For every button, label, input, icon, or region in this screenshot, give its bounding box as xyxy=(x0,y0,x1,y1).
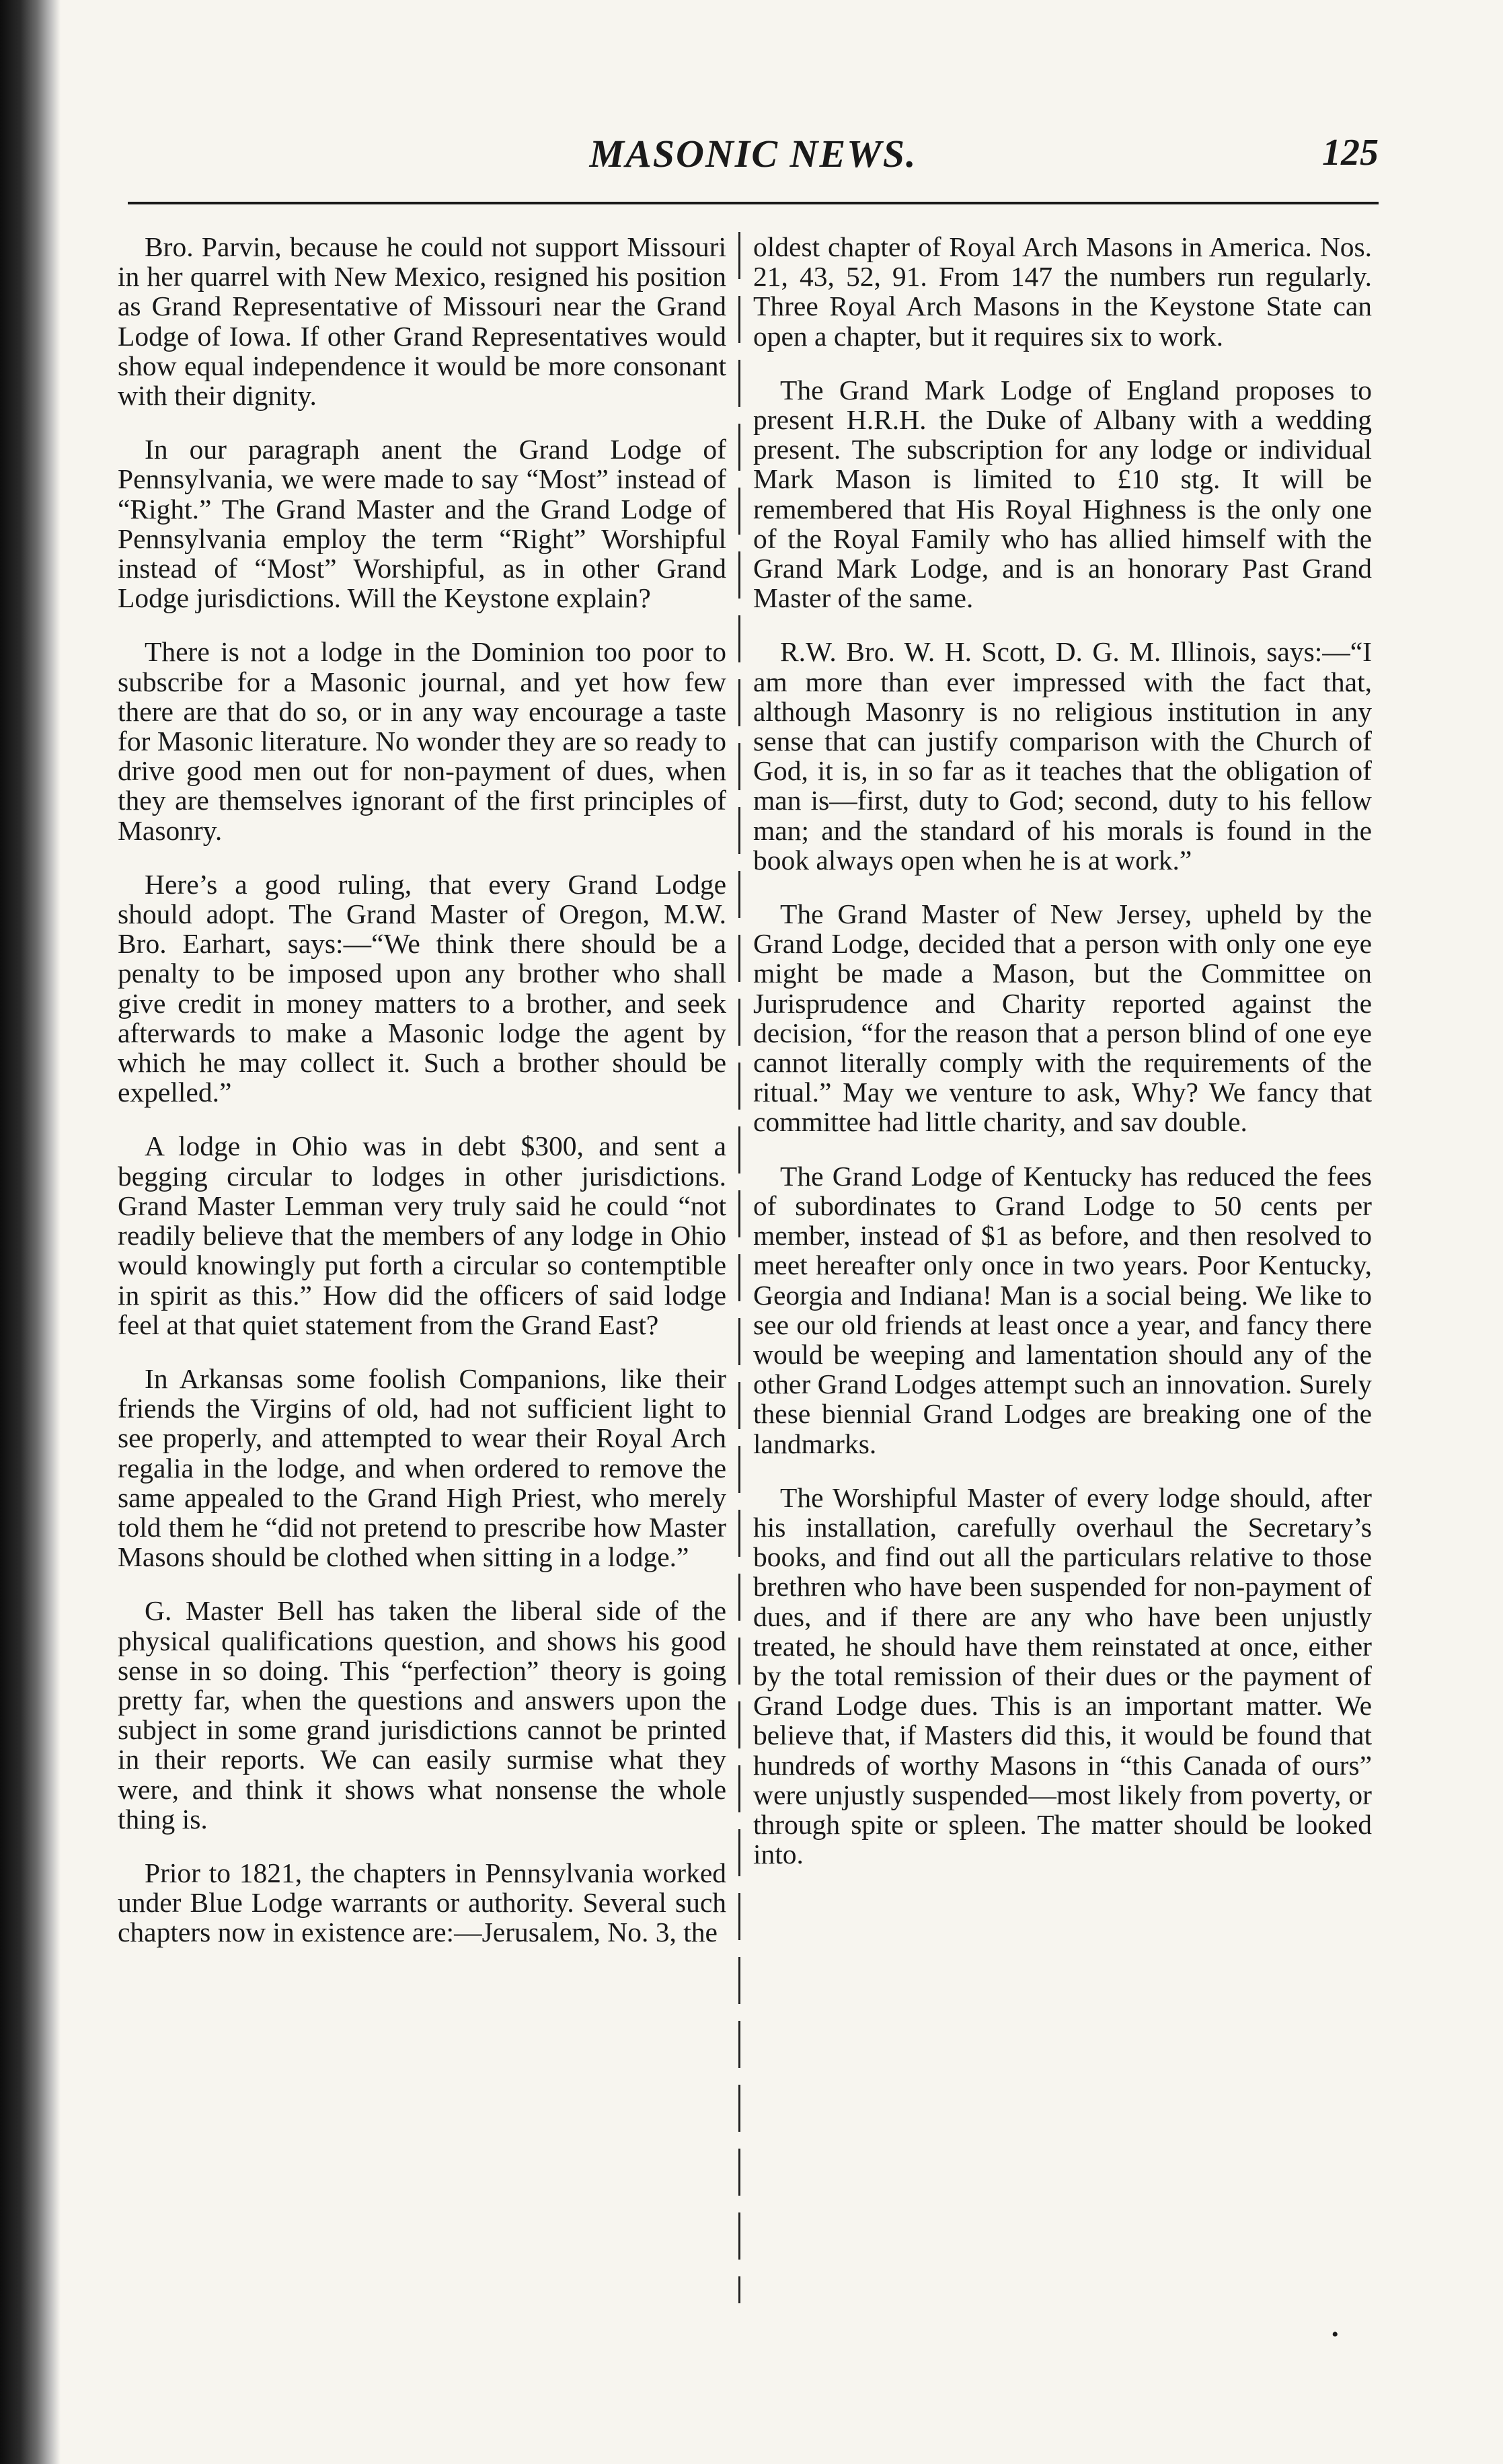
paragraph-oregon-ruling: Here’s a good ruling, that every Grand Lodge should adopt. The Grand Master of Oregon, M.W. Bro. Earhart, says:—“We think there should be a penalty to be imposed upon any brother who shall give credit in money matters to a brother, and seek afterwards to make a Masonic lodge the agent by which he may collect it. Such a brother should be expelled.” xyxy=(118,868,726,1108)
paragraph-chapters-continued: oldest chapter of Royal Arch Masons in America. Nos. 21, 43, 52, 91. From 147 the numbers run regularly. Three Royal Arch Masons in the Keystone State can open a chapter, but it requires six to work. xyxy=(753,231,1372,352)
ink-speck: • xyxy=(1332,2323,1339,2346)
paragraph-master-bell: G. Master Bell has taken the liberal side of the physical qualifications question, and shows his good sense in so doing. This “perfection” theory is going pretty far, when the questions and answers upon the subject in some grand jurisdictions cannot be printed in their reports. We can easily surmise what they were, and think it shows what nonsense the whole thing is. xyxy=(118,1595,726,1835)
paragraph-parvin: Bro. Parvin, because he could not support Missouri in her quarrel with New Mexico, resigned his position as Grand Representative of Missouri near the Grand Lodge of Iowa. If other Grand Representatives would show equal independence it would be more consonant with their dignity. xyxy=(118,231,726,412)
paragraph-kentucky: The Grand Lodge of Kentucky has reduced the fees of subordinates to Grand Lodge to 50 cents per member, instead of $1 as before, and then resolved to meet hereafter only once in two years. Poor Kentucky, Georgia and Indiana! Man is a social being. We like to see our old friends at least once a year, and fancy there would be weeping and lamentation should any of the other Grand Lodges attempt such an innovation. Surely these biennial Grand Lodges are breaking one of the landmarks. xyxy=(753,1160,1372,1459)
page-header xyxy=(128,131,1379,185)
right-column xyxy=(753,232,1372,1893)
header-rule xyxy=(128,202,1379,204)
paragraph-ohio-debt: A lodge in Ohio was in debt $300, and sent a begging circular to lodges in other jurisdictions. Grand Master Lemman very truly said he could “not readily believe that the members of any lodge in Ohio would knowingly put forth a circular so contemptible in spirit as this.” How did the officers of said lodge feel at that quiet statement from the Grand East? xyxy=(118,1130,726,1340)
paragraph-grand-mark-lodge: The Grand Mark Lodge of England proposes to present H.R.H. the Duke of Albany with a wedding present. The subscription for any lodge or individual Mark Mason is limited to £10 stg. It will be remembered that His Royal Highness is the only one of the Royal Family who has allied himself with the Grand Mark Lodge, and is an honorary Past Grand Master of the same. xyxy=(753,374,1372,614)
paragraph-new-jersey: The Grand Master of New Jersey, upheld by the Grand Lodge, decided that a person with only one eye might be made a Mason, but the Committee on Jurisprudence and Charity reported against the decision, “for the reason that a person blind of one eye cannot literally comply with the requirements of the ritual.” May we venture to ask, Why? We fancy that committee had little charity, and sav double. xyxy=(753,898,1372,1138)
book-binding-shadow xyxy=(0,0,61,2464)
page-number: 125 xyxy=(1322,132,1379,174)
column-divider xyxy=(738,232,740,2303)
paragraph-pennsylvania-title: In our paragraph anent the Grand Lodge of Pennsylvania, we were made to say “Most” instead of “Right.” The Grand Master and the Grand Lodge of Pennsylvania employ the term “Right” Worshipful instead of “Most” Worshipful, as in other Grand Lodge jurisdictions. Will the Keystone explain? xyxy=(118,434,726,614)
left-column xyxy=(118,232,726,1972)
paragraph-scott-illinois: R.W. Bro. W. H. Scott, D. G. M. Illinois, says:—“I am more than ever impressed with the fact that, although Masonry is no religious institution in any sense that can justify comparison with the Church of God, it is, in so far as it teaches that the obligation of man is—first, duty to God; second, duty to his fellow man; and the standard of his morals is found in the book always open when he is at work.” xyxy=(753,636,1372,876)
paragraph-arkansas-regalia: In Arkansas some foolish Companions, like their friends the Virgins of old, had not sufficient light to see properly, and attempted to wear their Royal Arch regalia in the lodge, and when ordered to remove the same appealed to the Grand High Priest, who merely told them he “did not pretend to prescribe how Master Masons should be clothed when sitting in a lodge.” xyxy=(118,1362,726,1573)
paragraph-chapters-1821: Prior to 1821, the chapters in Pennsylvania worked under Blue Lodge warrants or authority. Several such chapters now in existence are:—Jerusalem, No. 3, the xyxy=(118,1857,726,1948)
paragraph-worshipful-master: The Worshipful Master of every lodge should, after his installation, carefully overhaul the Secretary’s books, and find out all the particulars relative to those brethren who have been suspended for non-payment of dues, and if there are any who have been unjustly treated, he should have them reinstated at once, either by the total remission of their dues or the payment of Grand Lodge dues. This is an important matter. We believe that, if Masters did this, it would be found that hundreds of worthy Masons in “this Canada of ours” were unjustly suspended—most likely from poverty, or through spite or spleen. The matter should be looked into. xyxy=(753,1481,1372,1870)
running-title: MASONIC NEWS. xyxy=(589,132,917,176)
paragraph-masonic-journal: There is not a lodge in the Dominion too poor to subscribe for a Masonic journal, and yet how few there are that do so, or in any way encourage a taste for Masonic literature. No wonder they are so ready to drive good men out for non-payment of dues, when they are themselves ignorant of the first principles of Masonry. xyxy=(118,636,726,846)
